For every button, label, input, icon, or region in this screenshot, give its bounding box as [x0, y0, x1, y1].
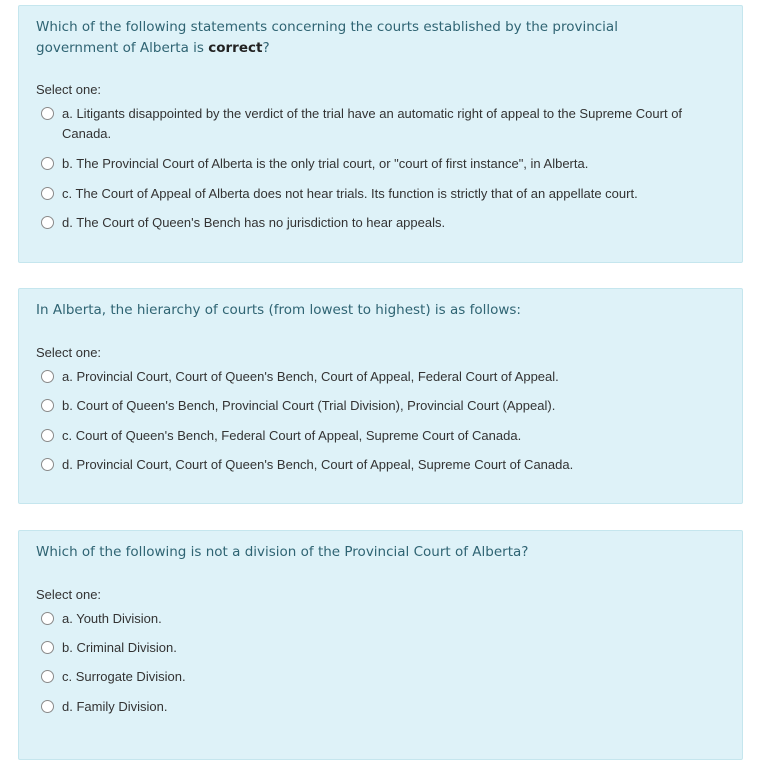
option-label[interactable]: a. Litigants disappointed by the verdict of the trial have an automatic right of appeal to the Supreme Court of Canada.	[62, 106, 683, 141]
option-c[interactable]	[41, 184, 722, 204]
option-a[interactable]	[41, 104, 722, 144]
option-c[interactable]	[41, 426, 722, 446]
radio-button[interactable]	[41, 700, 54, 713]
option-b[interactable]	[41, 396, 722, 416]
question-text: Which of the following is not a division of the Provincial Court of Alberta?	[36, 544, 529, 560]
select-one-label: Select one:	[36, 82, 102, 97]
option-label[interactable]: d. Family Division.	[62, 699, 168, 714]
option-label[interactable]: c. Surrogate Division.	[62, 669, 186, 684]
radio-button[interactable]	[41, 670, 54, 683]
option-label[interactable]: a. Youth Division.	[62, 611, 162, 626]
option-b[interactable]	[41, 638, 722, 658]
option-label[interactable]: c. The Court of Appeal of Alberta does not hear trials. Its function is strictly that of an appellate court.	[62, 186, 638, 201]
option-c[interactable]	[41, 667, 722, 687]
option-label[interactable]: d. Provincial Court, Court of Queen's Bench, Court of Appeal, Supreme Court of Canada.	[62, 457, 574, 472]
question-card-1	[18, 5, 743, 263]
option-a[interactable]	[41, 609, 722, 629]
question-card-3	[18, 530, 743, 760]
select-one-label: Select one:	[36, 345, 102, 360]
radio-button[interactable]	[41, 216, 54, 229]
question-text: In Alberta, the hierarchy of courts (from lowest to highest) is as follows:	[36, 302, 521, 318]
option-d[interactable]	[41, 697, 722, 717]
radio-button[interactable]	[41, 157, 54, 170]
radio-button[interactable]	[41, 370, 54, 383]
question-card-2	[18, 288, 743, 504]
select-one-label: Select one:	[36, 587, 102, 602]
radio-button[interactable]	[41, 107, 54, 120]
radio-button[interactable]	[41, 187, 54, 200]
emphasis-text: correct	[208, 40, 263, 56]
option-label[interactable]: a. Provincial Court, Court of Queen's Bench, Court of Appeal, Federal Court of Appeal.	[62, 369, 559, 384]
option-label[interactable]: c. Court of Queen's Bench, Federal Court of Appeal, Supreme Court of Canada.	[62, 428, 522, 443]
radio-button[interactable]	[41, 641, 54, 654]
option-b[interactable]	[41, 154, 722, 174]
radio-button[interactable]	[41, 458, 54, 471]
radio-button[interactable]	[41, 612, 54, 625]
option-a[interactable]	[41, 367, 722, 387]
option-label[interactable]: b. The Provincial Court of Alberta is the only trial court, or "court of first instance", in Alberta.	[62, 156, 589, 171]
option-d[interactable]	[41, 213, 722, 233]
option-label[interactable]: b. Court of Queen's Bench, Provincial Court (Trial Division), Provincial Court (Appeal).	[62, 398, 556, 413]
radio-button[interactable]	[41, 429, 54, 442]
option-label[interactable]: d. The Court of Queen's Bench has no jurisdiction to hear appeals.	[62, 215, 446, 230]
option-label[interactable]: b. Criminal Division.	[62, 640, 177, 655]
radio-button[interactable]	[41, 399, 54, 412]
option-d[interactable]	[41, 455, 722, 475]
question-text: Which of the following statements concerning the courts established by the provincial government of Alberta is correct?	[36, 19, 618, 56]
